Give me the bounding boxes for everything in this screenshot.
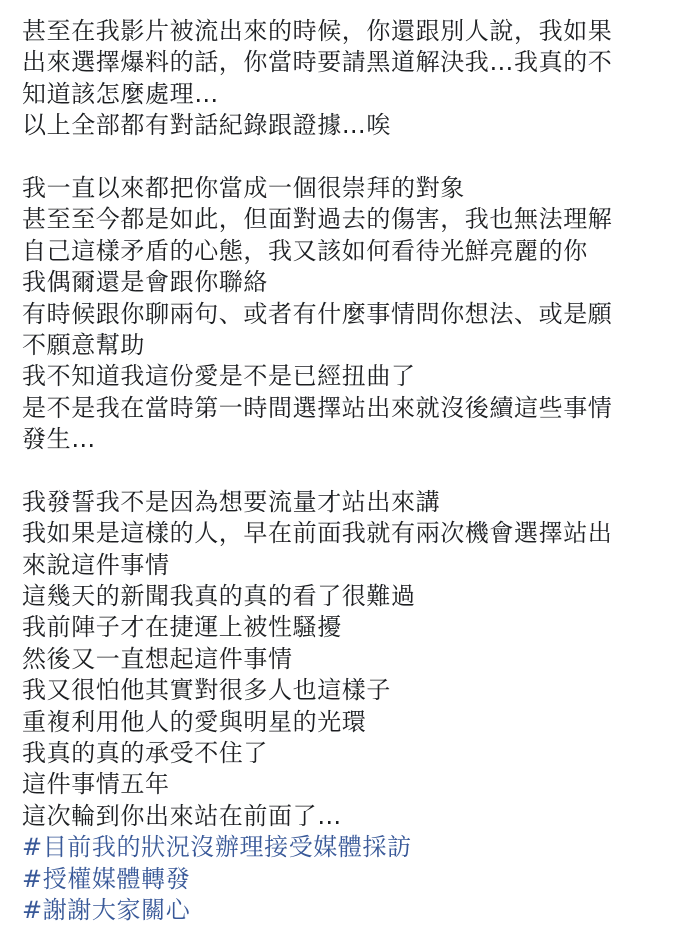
text-line: 這幾天的新聞我真的真的看了很難過 [22, 582, 416, 611]
text-line: 重複利用他人的愛與明星的光環 [22, 707, 367, 736]
text-line: 有時候跟你聊兩句、或者有什麼事情問你想法、或是願 [22, 299, 613, 328]
paragraph-1 [22, 16, 672, 142]
text-line: 發生… [22, 425, 96, 454]
text-line: 來說這件事情 [22, 550, 170, 579]
paragraph-3 [22, 487, 672, 832]
text-line: 這件事情五年 [22, 770, 170, 799]
text-line: 不願意幫助 [22, 330, 145, 359]
text-line: 我前陣子才在捷運上被性騷擾 [22, 613, 342, 642]
text-line: 以上全部都有對話紀錄跟證據…唉 [22, 111, 391, 140]
text-line: 我一直以來都把你當成一個很崇拜的對象 [22, 173, 465, 202]
hashtag-link-media-interview[interactable]: #目前我的狀況沒辦理接受媒體採訪 [22, 833, 412, 862]
paragraph-2 [22, 173, 672, 456]
paragraph-spacer [22, 455, 672, 486]
text-line: 甚至至今都是如此，但面對過去的傷害，我也無法理解 [22, 205, 613, 234]
text-line: 是不是我在當時第一時間選擇站出來就沒後續這些事情 [22, 393, 613, 422]
text-line: 這次輪到你出來站在前面了… [22, 801, 342, 830]
text-line: 我如果是這樣的人，早在前面我就有兩次機會選擇站出 [22, 519, 613, 548]
hashtag-link-thanks[interactable]: #謝謝大家關心 [22, 895, 191, 924]
hashtag-link-authorize-repost[interactable]: #授權媒體轉發 [22, 864, 191, 893]
text-line: 甚至在我影片被流出來的時候，你還跟別人說，我如果 [22, 17, 613, 45]
text-line: 出來選擇爆料的話，你當時要請黑道解決我…我真的不 [22, 48, 613, 77]
text-line: 我真的真的承受不住了 [22, 738, 268, 767]
hashtag-list [22, 832, 672, 926]
text-line: 我又很怕他其實對很多人也這樣子 [22, 676, 391, 705]
post-body [22, 16, 672, 926]
text-line: 我不知道我這份愛是不是已經扭曲了 [22, 362, 416, 391]
text-line: 自己這樣矛盾的心態，我又該如何看待光鮮亮麗的你 [22, 236, 588, 265]
text-line: 我偶爾還是會跟你聯絡 [22, 268, 268, 297]
text-line: 然後又一直想起這件事情 [22, 644, 293, 673]
paragraph-spacer [22, 142, 672, 173]
text-line: 我發誓我不是因為想要流量才站出來講 [22, 487, 441, 516]
text-line: 知道該怎麼處理… [22, 79, 219, 108]
